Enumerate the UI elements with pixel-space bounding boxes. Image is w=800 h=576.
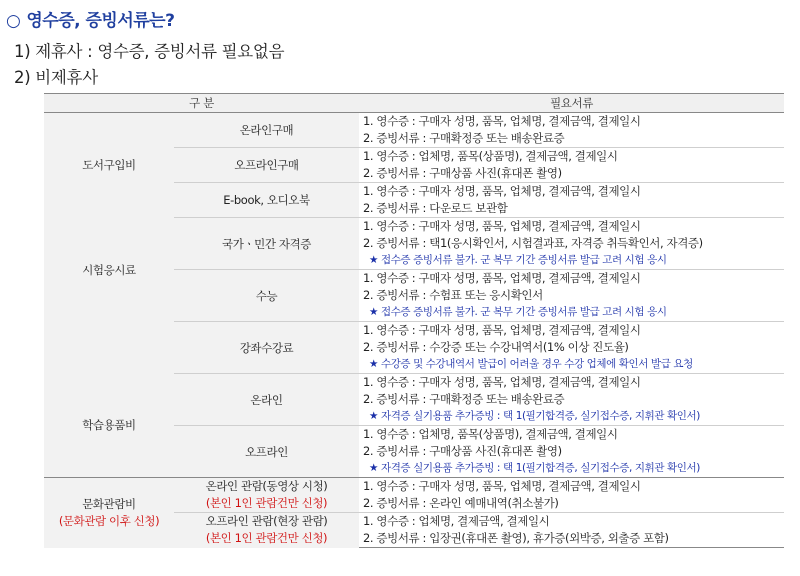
group-exam: 시험응시료 <box>44 218 174 322</box>
req-receipt: 1. 영수증 : 업체명, 품목(상품명), 결제금액, 결제일시 <box>359 426 784 444</box>
partner-note: 1) 제휴사 : 영수증, 증빙서류 필요없음 <box>14 42 285 61</box>
req-note: ★ 자격증 실기용품 추가증빙 : 택 1(필기합격증, 실기접수증, 지휘관 확인서) <box>359 460 784 478</box>
table-row <box>44 113 784 131</box>
table-row <box>44 478 784 496</box>
req-proof: 2. 증빙서류 : 수험표 또는 응시확인서 <box>359 287 784 304</box>
circle-bullet-icon: ○ <box>6 11 21 31</box>
table-row <box>44 218 784 236</box>
culture-offline-note: (본인 1인 관람건만 신청) <box>205 531 328 546</box>
group-books: 도서구입비 <box>44 113 174 218</box>
req-receipt: 1. 영수증 : 구매자 성명, 품목, 업체명, 결제금액, 결제일시 <box>359 113 784 131</box>
req-note: ★ 접수증 증빙서류 불가. 군 복무 기간 증빙서류 발급 고려 시험 응시 <box>359 304 784 322</box>
required-documents-table <box>44 93 784 548</box>
req-proof: 2. 증빙서류 : 입장권(휴대폰 촬영), 휴가증(외박증, 외출증 포함) <box>359 530 784 548</box>
req-note: ★ 자격증 실기용품 추가증빙 : 택 1(필기합격증, 실기접수증, 지휘관 확인서) <box>359 408 784 426</box>
req-proof: 2. 증빙서류 : 다운로드 보관함 <box>359 200 784 218</box>
row-label-offline-purchase: 오프라인구매 <box>174 148 359 183</box>
non-partner-note: 2) 비제휴사 <box>14 68 98 87</box>
table-row <box>44 374 784 392</box>
req-note: ★ 접수증 증빙서류 불가. 군 복무 기간 증빙서류 발급 고려 시험 응시 <box>359 252 784 270</box>
req-proof: 2. 증빙서류 : 택1(응시확인서, 시험결과표, 자격증 취득확인서, 자격증) <box>359 235 784 252</box>
req-receipt: 1. 영수증 : 업체명, 결제금액, 결제일시 <box>359 513 784 531</box>
req-proof: 2. 증빙서류 : 구매확정증 또는 배송완료증 <box>359 130 784 148</box>
row-label-online-purchase: 온라인구매 <box>174 113 359 148</box>
row-label-culture-offline <box>174 513 359 548</box>
table-header-row <box>44 94 784 113</box>
req-note: ★ 수강증 및 수강내역서 발급이 어려울 경우 수강 업체에 확인서 발급 요청 <box>359 356 784 374</box>
row-label-study-offline: 오프라인 <box>174 426 359 478</box>
row-label-suneung: 수능 <box>174 270 359 322</box>
req-receipt: 1. 영수증 : 구매자 성명, 품목, 업체명, 결제금액, 결제일시 <box>359 270 784 288</box>
group-study: 학습용품비 <box>44 374 174 478</box>
req-receipt: 1. 영수증 : 구매자 성명, 품목, 업체명, 결제금액, 결제일시 <box>359 183 784 201</box>
req-proof: 2. 증빙서류 : 온라인 예매내역(취소불가) <box>359 495 784 513</box>
req-receipt: 1. 영수증 : 업체명, 품목(상품명), 결제금액, 결제일시 <box>359 148 784 166</box>
culture-online-label: 온라인 관람(동영상 시청) <box>205 479 328 493</box>
header-required: 필요서류 <box>359 94 784 113</box>
header-category: 구 분 <box>44 94 359 113</box>
row-label-course: 강좌수강료 <box>174 322 359 374</box>
culture-offline-label: 오프라인 관람(현장 관람) <box>205 514 328 529</box>
req-receipt: 1. 영수증 : 구매자 성명, 품목, 업체명, 결제금액, 결제일시 <box>359 478 784 496</box>
page-heading <box>6 6 174 31</box>
heading-text: 영수증, 증빙서류는? <box>26 11 175 31</box>
req-proof: 2. 증빙서류 : 구매상품 사진(휴대폰 촬영) <box>359 443 784 460</box>
group-culture-note: (문화관람 이후 신청) <box>58 513 160 528</box>
table-row <box>44 322 784 340</box>
req-proof: 2. 증빙서류 : 수강증 또는 수강내역서(1% 이상 진도율) <box>359 339 784 356</box>
group-culture-label: 문화관람비 <box>82 496 136 511</box>
row-label-culture-online <box>174 478 359 513</box>
row-label-study-online: 온라인 <box>174 374 359 426</box>
row-label-ebook: E-book, 오디오북 <box>174 183 359 218</box>
culture-online-note: (본인 1인 관람건만 신청) <box>205 496 328 510</box>
req-receipt: 1. 영수증 : 구매자 성명, 품목, 업체명, 결제금액, 결제일시 <box>359 374 784 392</box>
group-course-blank <box>44 322 174 374</box>
group-culture <box>44 478 174 548</box>
req-proof: 2. 증빙서류 : 구매상품 사진(휴대폰 촬영) <box>359 165 784 183</box>
req-receipt: 1. 영수증 : 구매자 성명, 품목, 업체명, 결제금액, 결제일시 <box>359 218 784 236</box>
req-receipt: 1. 영수증 : 구매자 성명, 품목, 업체명, 결제금액, 결제일시 <box>359 322 784 340</box>
row-label-national-exam: 국가ㆍ민간 자격증 <box>174 218 359 270</box>
req-proof: 2. 증빙서류 : 구매확정증 또는 배송완료증 <box>359 391 784 408</box>
